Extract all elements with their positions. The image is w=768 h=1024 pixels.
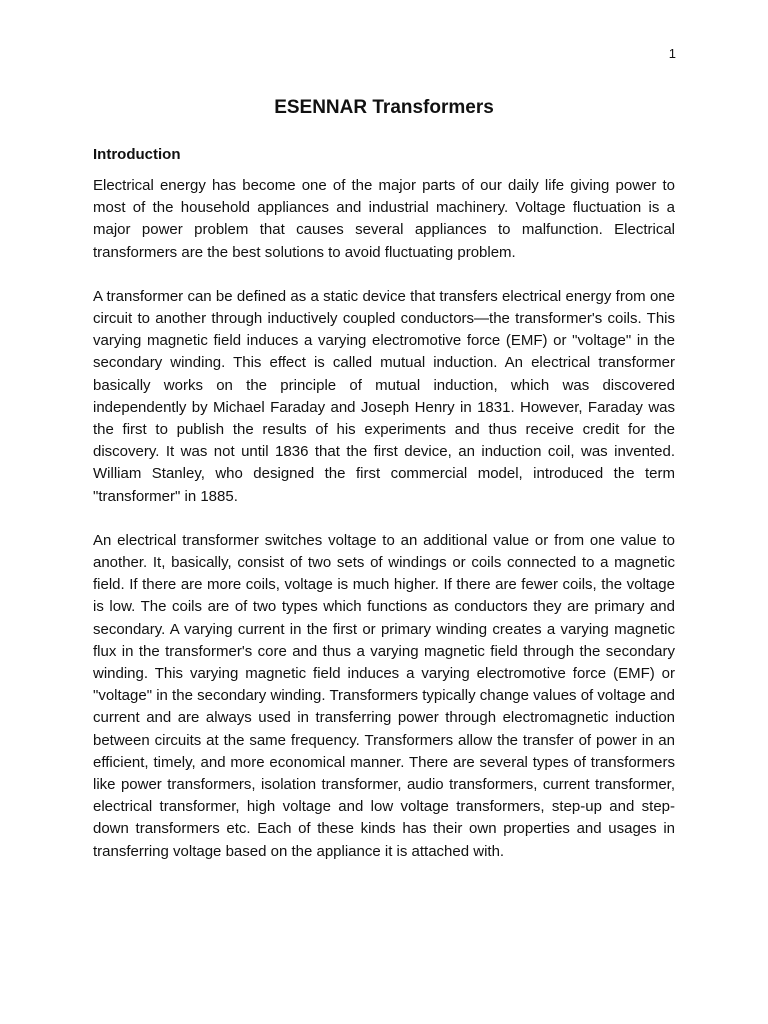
paragraph-transformer-function: An electrical transformer switches voltage to an additional value or from one value to another. It, basically, consist of two sets of windings or coils connected to a magnetic field. If there are more coils, voltage is much higher. If there are fewer coils, the voltage is low. The coils are of two types which functions as conductors they are primary and secondary. A varying current in the first or primary winding creates a varying magnetic flux in the transformer's core and thus a varying magnetic field through the secondary winding. This varying magnetic field induces a varying electromotive force (EMF) or "voltage" in the secondary winding. Transformers typically change values of voltage and current and are always used in transferring power through electromagnetic induction between circuits at the same frequency. Transformers allow the transfer of power in an efficient, timely, and more economical manner. There are several types of transformers like power transformers, isolation transformer, audio transformers, current transformer, electrical transformer, high voltage and low voltage transformers, step-up and step-down transformers etc. Each of these kinds has their own properties and usages in transferring voltage based on the appliance it is attached with. <box>93 531 675 860</box>
page-number: 1 <box>668 46 676 61</box>
section-heading-introduction: Introduction <box>93 146 181 163</box>
paragraph-transformer-definition: A transformer can be defined as a static device that transfers electrical energy from one circuit to another through inductively coupled conductors—the transformer's coils. This varying magnetic field induces a varying electromotive force (EMF) or "voltage" in the secondary winding. This effect is called mutual induction. An electrical transformer basically works on the principle of mutual induction, which was discovered independently by Michael Faraday and Joseph Henry in 1831. However, Faraday was the first to publish the results of his experiments and thus receive credit for the discovery. It was not until 1836 that the first device, an induction coil, was invented. William Stanley, who designed the first commercial model, introduced the term "transformer" in 1885. <box>93 287 675 505</box>
document-body <box>93 96 675 885</box>
paragraph-intro: Electrical energy has become one of the major parts of our daily life giving power to most of the household appliances and industrial machinery. Voltage fluctuation is a major power problem that causes several appliances to malfunction. Electrical transformers are the best solutions to avoid fluctuating problem. <box>93 177 675 261</box>
document-title: ESENNAR Transformers <box>274 97 494 118</box>
